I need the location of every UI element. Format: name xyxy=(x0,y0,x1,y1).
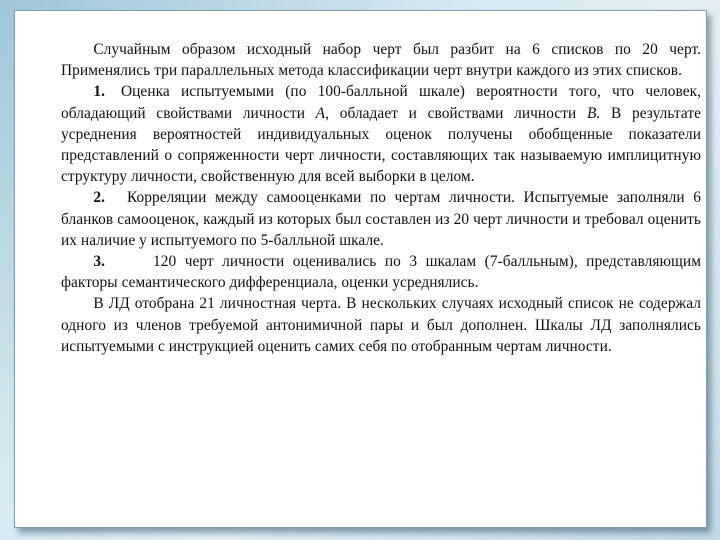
method-3-paragraph xyxy=(61,251,701,293)
intro-paragraph: Случайным образом исходный набор черт был разбит на 6 списков по 20 черт. Применялись три параллельных метода классификации черт внутри каждого из этих списков. xyxy=(61,41,701,80)
method-2-paragraph xyxy=(61,187,701,251)
conclusion-paragraph: В ЛД отобрана 21 личностная черта. В нескольких случаях исходный список не содержал одного из членов требуемой антонимичной пары и был дополнен. Шкалы ЛД заполнялись испытуемыми с инструкцией оценить самих себя по отобранным чертам личности. xyxy=(61,295,701,355)
method-1-text-a: Оценка испытуемыми (по 100-балльной шкале) вероятности того, что человек, обладающий свойствами личности xyxy=(61,83,701,122)
method-3-text: 120 черт личности оценивались по 3 шкалам (7-балльным), представляющим факторы семантического дифференциала, оценки усреднялись. xyxy=(61,253,701,292)
method-1-var-b: В. xyxy=(586,104,601,122)
method-1-number: 1. xyxy=(93,83,105,101)
method-1-text-b: обладает и свойствами личности xyxy=(329,104,587,122)
method-1-text-c: В результате усреднения вероятностей индивидуальных оценок получены обобщенные показатели представлений о сопряженности черт личности, составляющих так называемую имплицитную структуру личности, свойственную для всей выборки в целом. xyxy=(61,104,701,186)
method-2-text: Корреляции между самооценками по чертам личности. Испытуемые заполняли 6 бланков самооценок, каждый из которых был составлен из 20 черт личности и требовал оценить их наличие у испытуемого по 5-балльной шкале. xyxy=(61,189,701,249)
method-1-paragraph xyxy=(61,81,701,187)
method-2-number: 2. xyxy=(93,189,105,207)
slide-text-body xyxy=(61,39,701,357)
method-3-number: 3. xyxy=(93,253,105,271)
slide-frame xyxy=(14,10,707,528)
method-1-var-a: А, xyxy=(315,104,330,122)
